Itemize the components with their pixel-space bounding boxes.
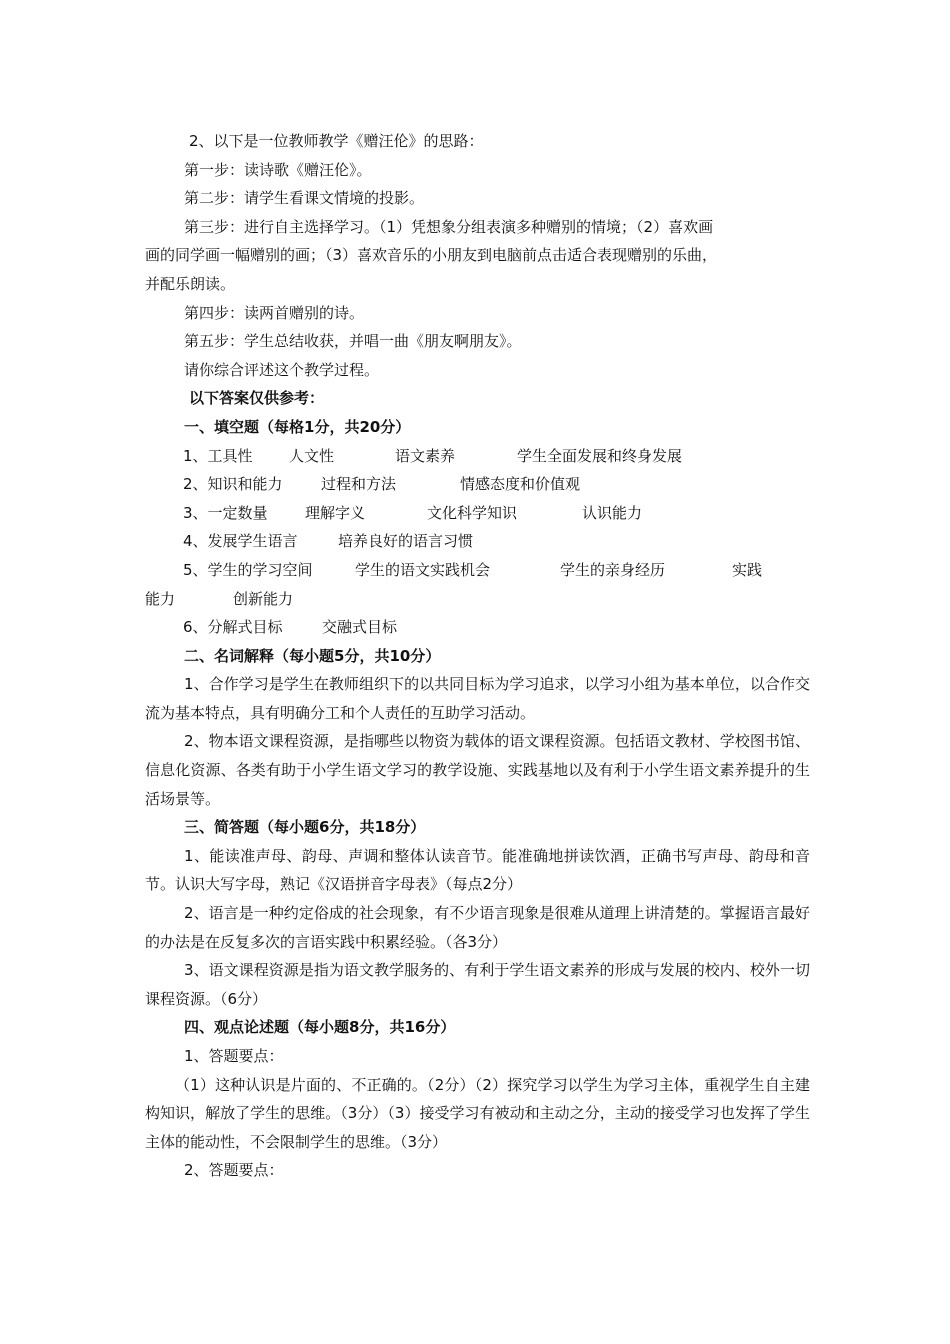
fill-blank-row-1 <box>145 442 810 471</box>
short-answer-2: 2、语言是一种约定俗成的社会现象，有不少语言现象是很难从道理上讲清楚的。掌握语言最好的办法是在反复多次的言语实践中积累经验。（各3分） <box>145 904 810 951</box>
section-2-title: 二、名词解释（每小题5分，共10分） <box>184 646 441 665</box>
blank-answer: 学生的亲身经历 <box>560 560 666 579</box>
blank-answer: 创新能力 <box>233 589 294 608</box>
blank-answer: 文化科学知识 <box>427 503 518 522</box>
document-body <box>145 127 810 1185</box>
section-1-title: 一、填空题（每格1分，共20分） <box>184 417 411 436</box>
blank-answer: 学生的语文实践机会 <box>355 560 491 579</box>
blank-answer: 理解字义 <box>305 503 366 522</box>
section-4-title: 四、观点论述题（每小题8分，共16分） <box>184 1018 456 1037</box>
blank-answer: 5、学生的学习空间 <box>183 560 313 579</box>
blank-answer: 学生全面发展和终身发展 <box>517 446 683 465</box>
fill-blank-row-4 <box>145 527 810 556</box>
blank-answer: 2、知识和能力 <box>183 475 283 494</box>
definition-2: 2、物本语文课程资源，是指哪些以物资为载体的语文课程资源。包括语文教材、学校图书馆、信息化资源、各类有助于小学生语文学习的教学设施、实践基地以及有利于小学生语文素养提升的生活场景等。 <box>145 732 810 808</box>
essay-2-label: 2、答题要点： <box>184 1161 284 1180</box>
fill-blank-row-6 <box>145 613 810 642</box>
step-2: 第二步：请学生看课文情境的投影。 <box>184 189 425 208</box>
blank-answer: 认识能力 <box>582 503 643 522</box>
answers-heading: 以下答案仅供参考： <box>189 389 325 408</box>
blank-answer: 3、一定数量 <box>183 503 268 522</box>
short-answer-3: 3、语文课程资源是指为语文教学服务的、有利于学生语文素养的形成与发展的校内、校外一切课程资源。（6分） <box>145 961 810 1008</box>
blank-answer: 实践 <box>732 560 763 579</box>
fill-blank-row-5 <box>145 556 810 585</box>
blank-answer: 交融式目标 <box>322 618 398 637</box>
blank-answer: 4、发展学生语言 <box>183 532 298 551</box>
fill-blank-row-2 <box>145 470 810 499</box>
step-3-line-1: 第三步：进行自主选择学习。（1）凭想象分组表演多种赠别的情境；（2）喜欢画 <box>184 217 714 236</box>
question-prompt: 请你综合评述这个教学过程。 <box>184 360 380 379</box>
blank-answer: 培养良好的语言习惯 <box>338 532 474 551</box>
blank-answer: 过程和方法 <box>321 475 397 494</box>
step-4: 第四步：读两首赠别的诗。 <box>184 303 365 322</box>
step-3-line-3: 并配乐朗读。 <box>145 274 236 293</box>
step-1: 第一步：读诗歌《赠汪伦》。 <box>184 160 372 179</box>
blank-answer: 1、工具性 <box>183 446 253 465</box>
step-3-line-2: 画的同学画一幅赠别的画；（3）喜欢音乐的小朋友到电脑前点击适合表现赠别的乐曲， <box>145 246 718 265</box>
blank-answer: 情感态度和价值观 <box>460 475 581 494</box>
question-intro: 2、以下是一位教师教学《赠汪伦》的思路： <box>189 132 484 150</box>
blank-answer: 能力 <box>145 589 176 608</box>
essay-1-label: 1、答题要点： <box>184 1047 284 1065</box>
blank-answer: 语文素养 <box>395 446 456 465</box>
blank-answer: 人文性 <box>289 446 335 465</box>
essay-1-body: （1）这种认识是片面的、不正确的。（2分）（2）探究学习以学生为学习主体，重视学生自主建构知识，解放了学生的思维。（3分）（3）接受学习有被动和主动之分，主动的接受学习也发挥了学生主体的能动性，不会限制学生的思维。（3分） <box>145 1075 810 1151</box>
section-3-title: 三、简答题（每小题6分，共18分） <box>184 818 426 837</box>
step-5: 第五步：学生总结收获，并唱一曲《朋友啊朋友》。 <box>184 332 522 351</box>
blank-answer: 6、分解式目标 <box>183 618 283 637</box>
fill-blank-row-5-cont <box>145 585 810 614</box>
fill-blank-row-3 <box>145 499 810 528</box>
short-answer-1: 1、能读准声母、韵母、声调和整体认读音节。能准确地拼读饮酒，正确书写声母、韵母和音节。认识大写字母，熟记《汉语拼音字母表》（每点2分） <box>145 846 810 894</box>
definition-1: 1、合作学习是学生在教师组织下的以共同目标为学习追求，以学习小组为基本单位，以合作交流为基本特点，具有明确分工和个人责任的互助学习活动。 <box>145 675 810 722</box>
